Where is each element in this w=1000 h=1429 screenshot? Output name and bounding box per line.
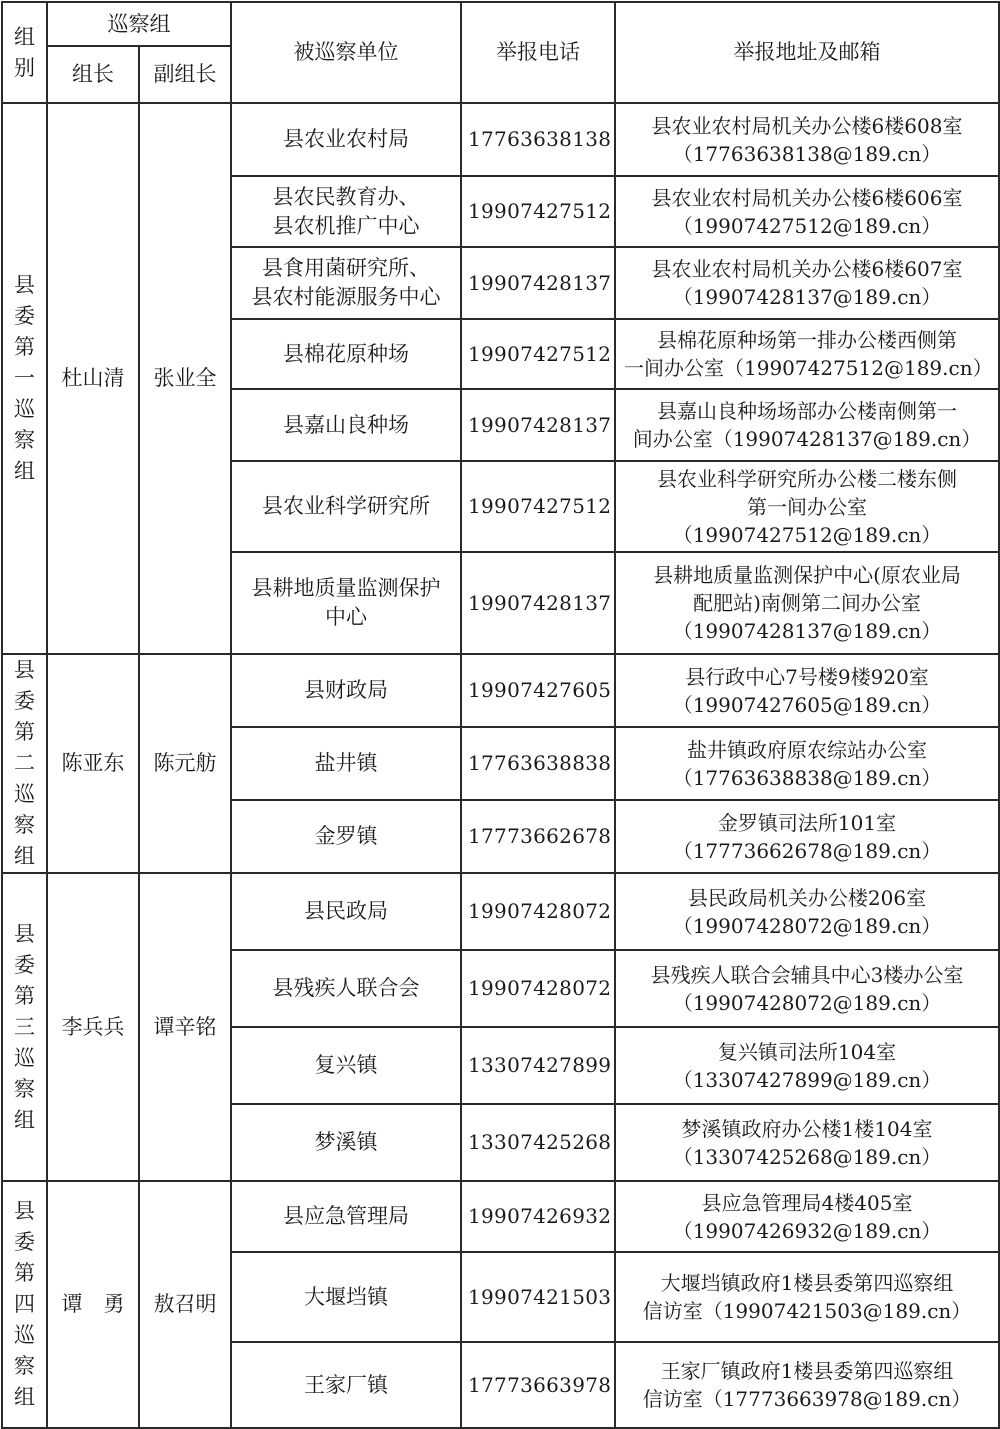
phone-cell: 19907427512 [461,176,615,247]
phone-cell: 19907428137 [461,552,615,654]
address-cell [615,654,999,727]
unit-cell [231,800,461,873]
unit-cell [231,1104,461,1181]
phone-cell: 19907427605 [461,654,615,727]
address-line: 盐井镇政府原农综站办公室 [687,737,927,762]
unit-line: 县民政局 [304,899,388,923]
group-leader: 李兵兵 [47,873,139,1181]
group-name [2,654,47,873]
unit-line: 县农业农村局 [283,127,409,151]
unit-cell [231,727,461,800]
phone-cell: 19907428072 [461,950,615,1027]
unit-line: 县食用菌研究所、 [262,256,430,280]
group-name [2,873,47,1181]
address-cell [615,800,999,873]
address-line: 县应急管理局4楼405室 [701,1190,913,1215]
address-line: 配肥站)南侧第二间办公室 [693,591,921,615]
phone-cell: 17773663978 [461,1342,615,1428]
table-row [2,1181,999,1252]
address-line: （19907427512@189.cn） [672,522,942,547]
address-cell [615,319,999,389]
group-deputy: 谭辛铭 [139,873,231,1181]
table-row [2,654,999,727]
unit-cell [231,873,461,950]
phone-cell: 13307425268 [461,1104,615,1181]
address-line: 县耕地质量监测保护中心(原农业局 [653,563,961,587]
phone-cell: 19907428137 [461,389,615,461]
unit-line: 县棉花原种场 [283,341,409,366]
unit-cell [231,1342,461,1428]
address-line: 县农业科学研究所办公楼二楼东侧 [657,466,957,491]
unit-cell [231,389,461,461]
group-leader: 陈亚东 [47,654,139,873]
group-name-text: 县委第四巡察组 [14,1199,35,1409]
address-line: （13307427899@189.cn） [672,1067,942,1092]
address-cell [615,950,999,1027]
unit-line: 盐井镇 [314,751,378,775]
address-cell [615,247,999,319]
group-leader: 杜山清 [47,103,139,654]
address-line: 大堰垱镇政府1楼县委第四巡察组 [660,1271,954,1295]
address-line: 梦溪镇政府办公楼1楼104室 [681,1116,933,1141]
phone-cell: 13307427899 [461,1027,615,1104]
unit-cell [231,1181,461,1252]
address-cell [615,461,999,552]
header-group-col: 组别 [2,2,47,103]
address-cell [615,1104,999,1181]
unit-line: 县应急管理局 [283,1204,409,1228]
address-line: 复兴镇司法所104室 [717,1039,897,1064]
address-cell [615,1252,999,1342]
phone-cell: 19907427512 [461,461,615,552]
unit-cell [231,319,461,389]
unit-line: 县农机推广中心 [272,213,420,238]
address-cell [615,552,999,654]
group-deputy: 张业全 [139,103,231,654]
address-line: 县嘉山良种场场部办公楼南侧第一 [657,399,957,423]
address-line: 间办公室（19907428137@189.cn） [632,427,982,451]
unit-cell [231,176,461,247]
header-patrol-group: 巡察组 [47,2,231,46]
phone-cell: 17763638838 [461,727,615,800]
header-deputy: 副组长 [139,46,231,103]
patrol-report-table [1,1,1000,1429]
unit-line: 金罗镇 [314,824,378,848]
address-line: （19907428137@189.cn） [672,285,942,309]
group-name-text: 县委第一巡察组 [14,273,35,483]
address-line: （13307425268@189.cn） [672,1144,942,1169]
address-line: 县农业农村局机关办公楼6楼606室 [651,185,963,210]
address-line: （19907428072@189.cn） [672,990,942,1015]
address-cell [615,873,999,950]
address-line: （17763638138@189.cn） [672,141,942,166]
address-cell [615,1027,999,1104]
unit-line: 中心 [325,605,367,629]
header-address: 举报地址及邮箱 [615,2,999,103]
phone-cell: 19907427512 [461,319,615,389]
address-line: 县农业农村局机关办公楼6楼607室 [651,257,963,281]
group-name-text: 县委第三巡察组 [14,921,35,1132]
address-line: 一间办公室（19907427512@189.cn） [624,356,993,380]
unit-line: 县财政局 [304,678,388,702]
unit-line: 县农业科学研究所 [262,494,430,518]
address-line: 县农业农村局机关办公楼6楼608室 [651,113,963,138]
unit-line: 县耕地质量监测保护 [251,576,441,600]
unit-line: 复兴镇 [314,1053,378,1077]
address-line: （17763638838@189.cn） [672,765,942,790]
group-name [2,1181,47,1428]
address-cell [615,1181,999,1252]
address-line: 信访室（17773663978@189.cn） [642,1387,972,1411]
address-line: （17773662678@189.cn） [672,838,942,863]
phone-cell: 17763638138 [461,103,615,176]
table-row [2,103,999,176]
header-leader: 组长 [47,46,139,103]
unit-line: 梦溪镇 [314,1130,378,1154]
address-line: 第一间办公室 [747,494,867,519]
address-line: 县棉花原种场第一排办公楼西侧第 [657,328,957,352]
group-deputy: 陈元舫 [139,654,231,873]
unit-cell [231,552,461,654]
table-row [2,873,999,950]
unit-line: 大堰垱镇 [304,1284,388,1309]
address-line: （19907428072@189.cn） [672,913,942,938]
address-line: 王家厂镇政府1楼县委第四巡察组 [660,1359,954,1383]
address-line: （19907427512@189.cn） [672,213,942,238]
address-line: 金罗镇司法所101室 [717,810,897,835]
unit-line: 县嘉山良种场 [283,412,409,437]
group-leader: 谭 勇 [47,1181,139,1428]
unit-line: 县农民教育办、 [272,184,420,209]
address-line: 县民政局机关办公楼206室 [687,885,927,910]
phone-cell: 19907428072 [461,873,615,950]
address-line: 县行政中心7号楼9楼920室 [685,664,929,689]
unit-cell [231,1252,461,1342]
unit-line: 县残疾人联合会 [272,976,420,1000]
address-cell [615,176,999,247]
address-line: 县残疾人联合会辅具中心3楼办公室 [650,962,964,987]
unit-line: 县农村能源服务中心 [251,285,441,309]
phone-cell: 19907421503 [461,1252,615,1342]
address-cell [615,727,999,800]
phone-cell: 19907426932 [461,1181,615,1252]
phone-cell: 17773662678 [461,800,615,873]
address-cell [615,389,999,461]
unit-line: 王家厂镇 [304,1372,388,1397]
group-name [2,103,47,654]
header-unit: 被巡察单位 [231,2,461,103]
address-line: （19907428137@189.cn） [672,619,942,643]
address-cell [615,1342,999,1428]
unit-cell [231,103,461,176]
unit-cell [231,461,461,552]
unit-cell [231,1027,461,1104]
address-line: （19907427605@189.cn） [672,692,942,717]
group-name-text: 县委第二巡察组 [14,658,35,868]
header-phone: 举报电话 [461,2,615,103]
address-cell [615,103,999,176]
address-line: 信访室（19907421503@189.cn） [642,1299,972,1323]
phone-cell: 19907428137 [461,247,615,319]
unit-cell [231,950,461,1027]
unit-cell [231,247,461,319]
unit-cell [231,654,461,727]
address-line: （19907426932@189.cn） [672,1218,942,1243]
group-deputy: 敖召明 [139,1181,231,1428]
